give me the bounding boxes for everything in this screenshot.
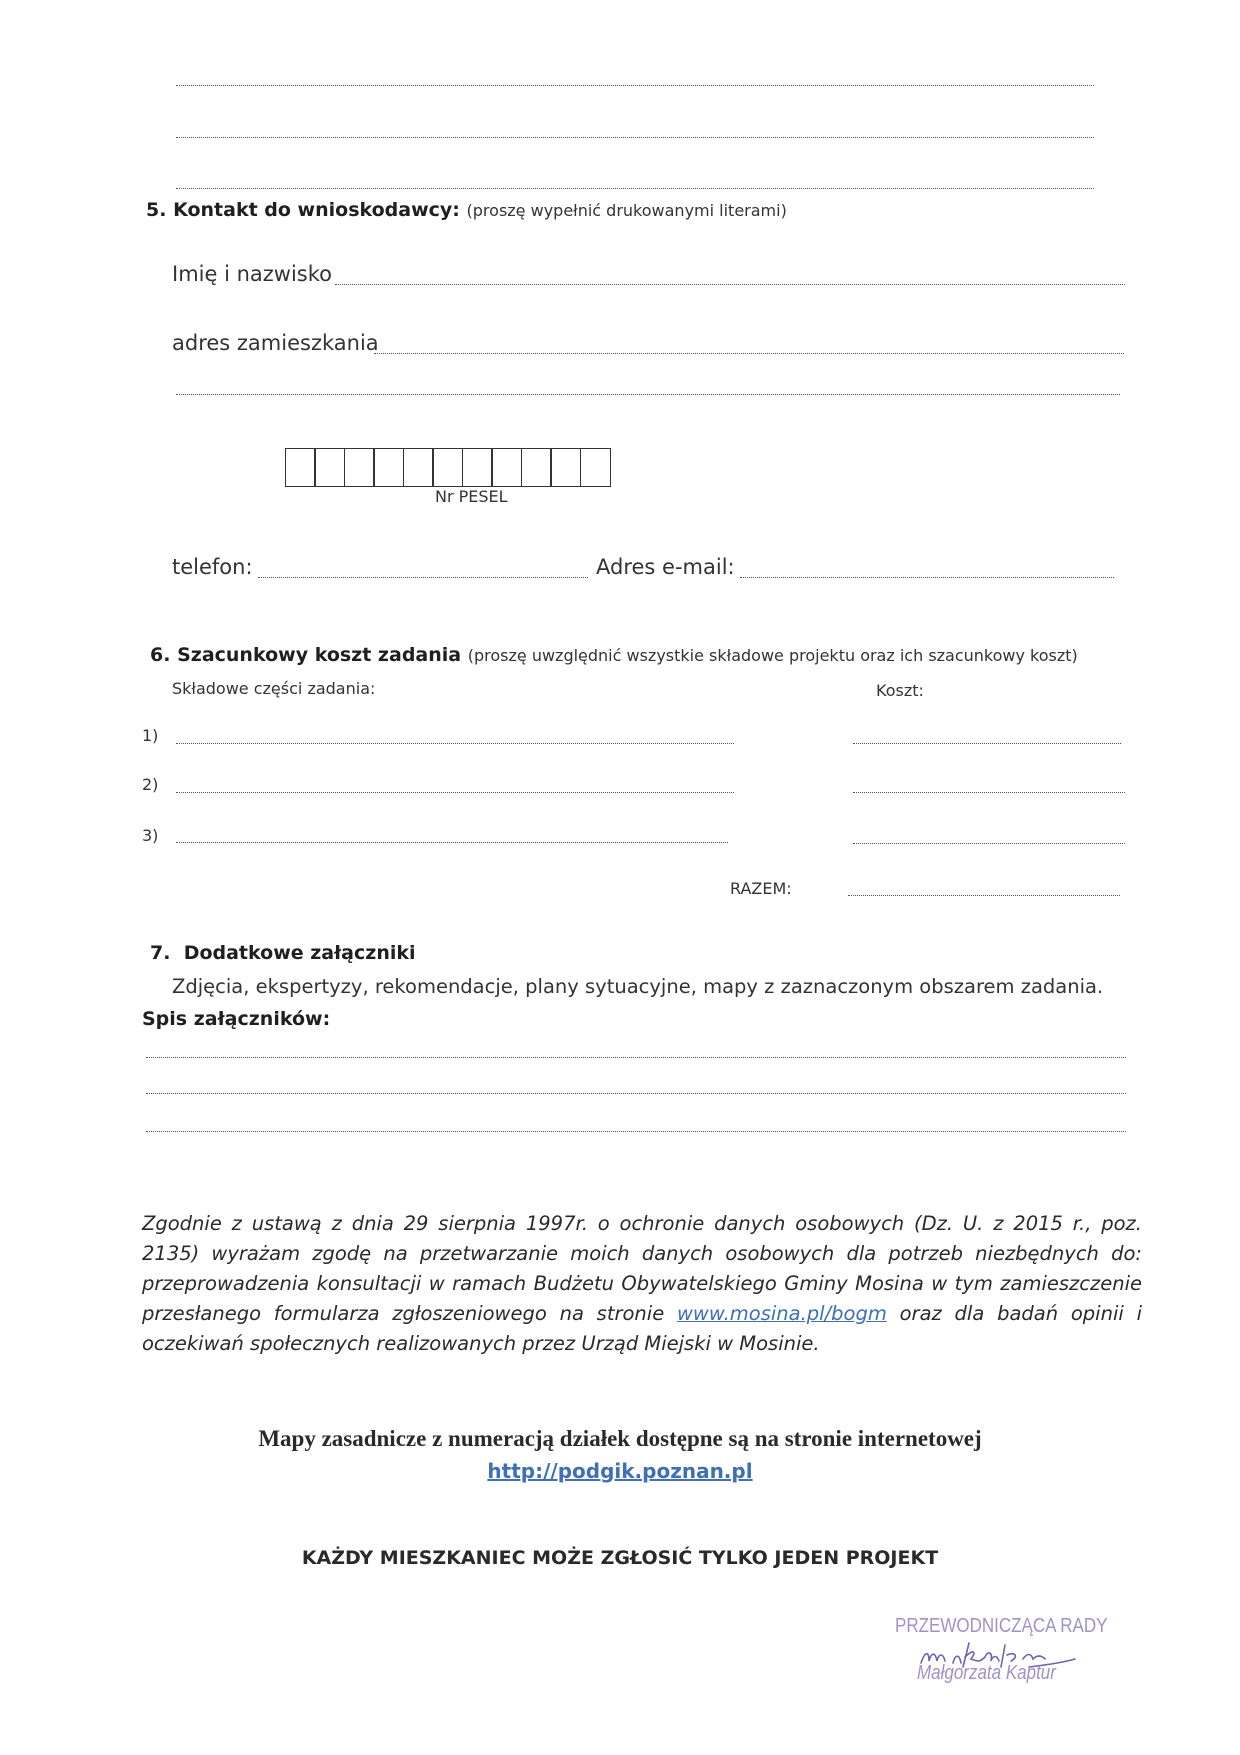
maps-link bbox=[0, 1459, 1240, 1483]
cost-label: Koszt: bbox=[876, 681, 924, 700]
item-1-cost-field[interactable] bbox=[853, 743, 1121, 744]
email-field[interactable] bbox=[740, 577, 1114, 578]
section-7-title: Dodatkowe załączniki bbox=[183, 942, 416, 964]
phone-label: telefon: bbox=[172, 555, 253, 579]
pesel-digit-box[interactable] bbox=[344, 448, 375, 487]
item-1-number: 1) bbox=[142, 726, 159, 745]
attachments-line-3[interactable] bbox=[146, 1131, 1126, 1132]
pesel-boxes[interactable] bbox=[286, 448, 611, 487]
address-field-line-2[interactable] bbox=[176, 394, 1120, 395]
pesel-digit-box[interactable] bbox=[521, 448, 552, 487]
name-label: Imię i nazwisko bbox=[172, 262, 333, 286]
item-2-number: 2) bbox=[142, 775, 159, 794]
name-field[interactable] bbox=[335, 284, 1125, 285]
item-2-cost-field[interactable] bbox=[853, 792, 1125, 793]
total-label: RAZEM: bbox=[730, 879, 792, 898]
chairwoman-stamp bbox=[895, 1615, 1108, 1685]
pesel-digit-box[interactable] bbox=[580, 448, 611, 487]
section-6-note: (proszę uwzględnić wszystkie składowe projektu oraz ich szacunkowy koszt) bbox=[467, 646, 1078, 665]
stamp-title: PRZEWODNICZĄCA RADY bbox=[895, 1615, 1108, 1637]
answer-line-2[interactable] bbox=[176, 137, 1094, 138]
item-2-field[interactable] bbox=[176, 792, 734, 793]
answer-line-1[interactable] bbox=[176, 85, 1094, 86]
pesel-digit-box[interactable] bbox=[462, 448, 493, 487]
section-5-note: (proszę wypełnić drukowanymi literami) bbox=[466, 201, 787, 220]
maps-notice: Mapy zasadnicze z numeracją działek dostępne są na stronie internetowej bbox=[258, 1426, 982, 1451]
pesel-label: Nr PESEL bbox=[435, 487, 508, 506]
attachments-line-2[interactable] bbox=[146, 1093, 1126, 1094]
section-7-description: Zdjęcia, ekspertyzy, rekomendacje, plany sytuacyjne, mapy z zaznaczonym obszarem zadania. bbox=[172, 975, 1104, 998]
pesel-digit-box[interactable] bbox=[550, 448, 581, 487]
phone-field[interactable] bbox=[258, 577, 588, 578]
section-7-heading bbox=[150, 942, 416, 964]
address-field[interactable] bbox=[374, 353, 1124, 354]
consent-paragraph bbox=[142, 1209, 1142, 1359]
section-5-heading bbox=[146, 199, 787, 221]
answer-line-3[interactable] bbox=[176, 188, 1094, 189]
section-7-number: 7. bbox=[150, 942, 171, 964]
item-3-cost-field[interactable] bbox=[853, 843, 1125, 844]
pesel-digit-box[interactable] bbox=[432, 448, 463, 487]
section-5-title: Kontakt do wnioskodawcy: bbox=[173, 199, 460, 221]
item-3-number: 3) bbox=[142, 826, 159, 845]
pesel-digit-box[interactable] bbox=[373, 448, 404, 487]
total-field[interactable] bbox=[848, 895, 1120, 896]
section-6-heading bbox=[150, 644, 1078, 666]
consent-text-before: Zgodnie z ustawą z dnia 29 sierpnia 1997r. o ochronie danych osobowych (Dz. U. z 2015 r., poz. 2135) wyrażam zgodę na przetwarzanie moich danych osobowych dla potrzeb niezbędnych do: przeprowadzenia konsultacji w ramach Budżetu Obywatelskiego Gminy Mosina w tym zamieszczenie przesłanego formularza zgłoszeniowego na stronie bbox=[142, 1212, 1142, 1325]
stamp-name: Małgorzata Kaptur bbox=[917, 1662, 1056, 1684]
final-notice: KAŻDY MIESZKANIEC MOŻE ZGŁOSIĆ TYLKO JEDEN PROJEKT bbox=[301, 1547, 939, 1569]
consent-link[interactable]: www.mosina.pl/bogm bbox=[676, 1302, 887, 1325]
section-6-number: 6. bbox=[150, 644, 171, 666]
item-1-field[interactable] bbox=[176, 743, 734, 744]
address-label: adres zamieszkania bbox=[172, 331, 379, 355]
section-6-title: Szacunkowy koszt zadania bbox=[177, 644, 462, 666]
item-3-field[interactable] bbox=[176, 842, 728, 843]
pesel-digit-box[interactable] bbox=[285, 448, 316, 487]
pesel-digit-box[interactable] bbox=[403, 448, 434, 487]
podgik-link[interactable]: http://podgik.poznan.pl bbox=[487, 1459, 753, 1483]
email-label: Adres e-mail: bbox=[596, 555, 735, 579]
components-label: Składowe części zadania: bbox=[172, 679, 376, 698]
attachments-list-label: Spis załączników: bbox=[142, 1008, 331, 1030]
pesel-digit-box[interactable] bbox=[314, 448, 345, 487]
consent-text-after: oraz dla badań opinii i oczekiwań społecznych realizowanych przez Urząd Miejski w Mosinie. bbox=[142, 1302, 1142, 1355]
pesel-digit-box[interactable] bbox=[491, 448, 522, 487]
section-5-number: 5. bbox=[146, 199, 167, 221]
attachments-line-1[interactable] bbox=[146, 1057, 1126, 1058]
